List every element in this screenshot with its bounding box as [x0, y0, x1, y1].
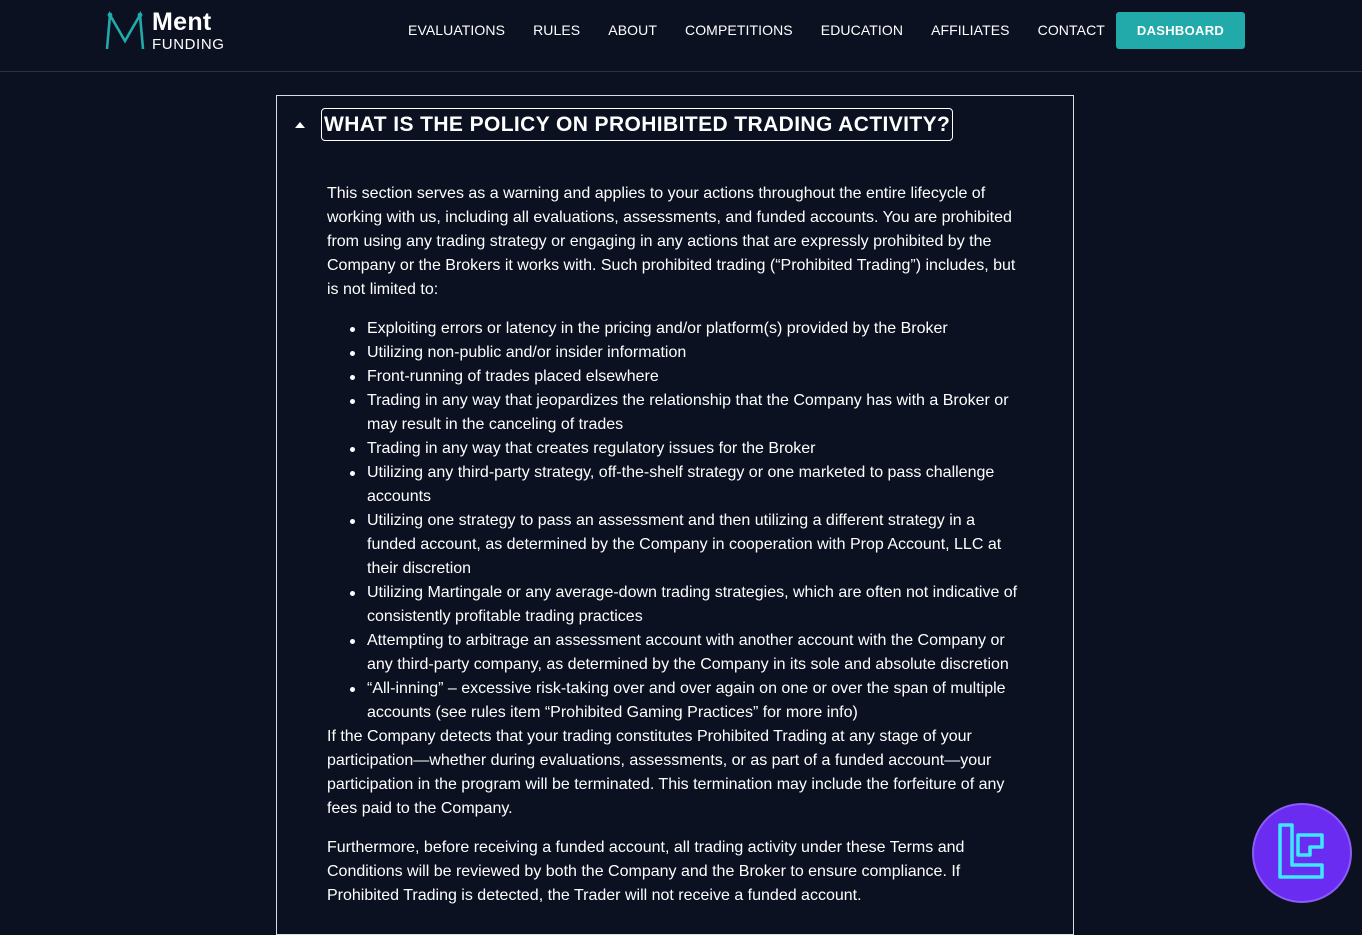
nav-education[interactable]: EDUCATION — [820, 22, 904, 38]
dashboard-button[interactable]: DASHBOARD — [1116, 12, 1245, 49]
brand-logo[interactable] — [104, 10, 225, 52]
list-item: Trading in any way that jeopardizes the relationship that the Company has with a Broker or may result in the canceling of trades — [367, 389, 1025, 437]
faq-panel — [276, 95, 1074, 935]
list-item: Utilizing any third-party strategy, off-the-shelf strategy or one marketed to pass challenge accounts — [367, 461, 1025, 509]
list-item: Exploiting errors or latency in the pricing and/or platform(s) provided by the Broker — [367, 317, 1025, 341]
main-nav — [394, 22, 1119, 38]
brand-sub: FUNDING — [152, 36, 225, 53]
brand-name: Ment — [152, 8, 212, 36]
nav-affiliates[interactable]: AFFILIATES — [931, 22, 1010, 38]
nav-competitions[interactable]: COMPETITIONS — [684, 22, 793, 38]
answer-termination: If the Company detects that your trading constitutes Prohibited Trading at any stage of your participation—whether during evaluations, assessments, or as part of a funded account—your participation in the program will be terminated. This termination may include the forfeiture of any fees paid to the Company. — [327, 728, 1005, 817]
list-item: Utilizing one strategy to pass an assessment and then utilizing a different strategy in a funded account, as determined by the Company in cooperation with Prop Account, LLC at their discretion — [367, 509, 1025, 581]
answer-review: Furthermore, before receiving a funded account, all trading activity under these Terms and Conditions will be reviewed by both the Company and the Broker to ensure compliance. If Prohibited Trading is detected, the Trader will not receive a funded account. — [327, 839, 965, 904]
list-item: Utilizing Martingale or any average-down trading strategies, which are often not indicative of consistently profitable trading practices — [367, 581, 1025, 629]
nav-about[interactable]: ABOUT — [608, 22, 657, 38]
faq-question[interactable]: WHAT IS THE POLICY ON PROHIBITED TRADING ACTIVITY? — [321, 108, 953, 141]
prohibited-list — [327, 317, 1025, 725]
list-item: Front-running of trades placed elsewhere — [367, 365, 1025, 389]
list-item: Utilizing non-public and/or insider information — [367, 341, 1025, 365]
brand-text — [152, 10, 225, 52]
list-item: Trading in any way that creates regulatory issues for the Broker — [367, 437, 1025, 461]
ment-logo-icon — [104, 11, 146, 51]
chat-widget-button[interactable] — [1252, 803, 1352, 903]
caret-up-icon[interactable] — [295, 122, 305, 128]
list-item: “All-inning” – excessive risk-taking over and over again on one or over the span of multiple accounts (see rules item “Prohibited Gaming Practices” for more info) — [367, 677, 1025, 725]
nav-contact[interactable]: CONTACT — [1037, 22, 1105, 38]
faq-toggle[interactable] — [295, 108, 953, 141]
list-item: Attempting to arbitrage an assessment account with another account with the Company or any third-party company, as determined by the Company in its sole and absolute discretion — [367, 629, 1025, 677]
chat-widget-icon — [1272, 821, 1332, 885]
nav-rules[interactable]: RULES — [533, 22, 581, 38]
faq-answer — [327, 182, 1025, 908]
answer-intro: This section serves as a warning and applies to your actions throughout the entire lifecycle of working with us, including all evaluations, assessments, and funded accounts. You are prohibited from using any trading strategy or engaging in any actions that are expressly prohibited by the Company or the Brokers it works with. Such prohibited trading (“Prohibited Trading”) includes, but is not limited to: — [327, 185, 1016, 298]
nav-evaluations[interactable]: EVALUATIONS — [408, 22, 506, 38]
top-navbar — [0, 0, 1362, 72]
